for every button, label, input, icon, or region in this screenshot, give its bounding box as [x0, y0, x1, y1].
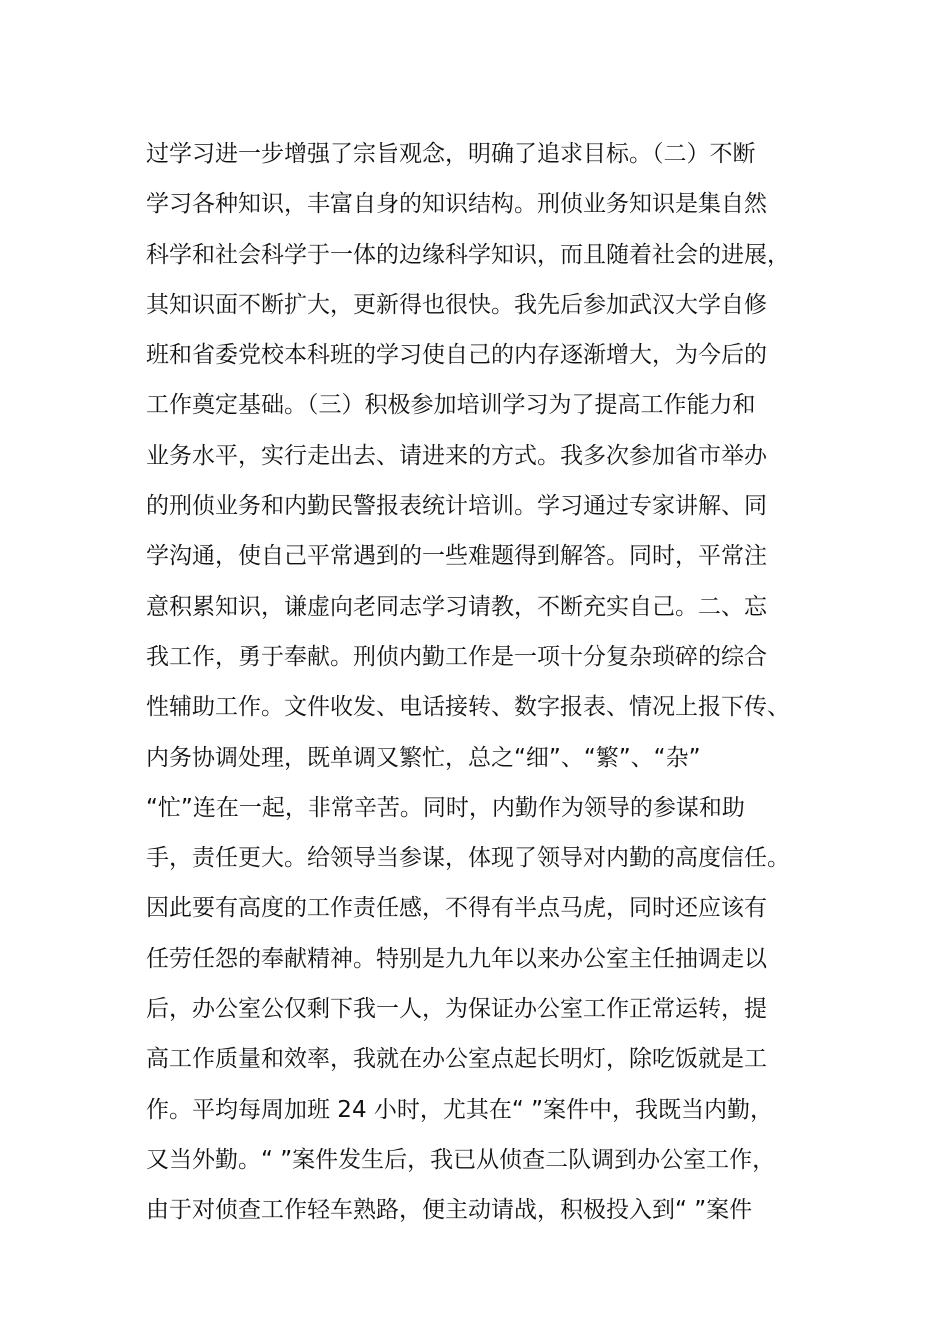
text-line: “忙”连在一起，非常辛苦。同时，内勤作为领导的参谋和助 — [146, 794, 745, 821]
text-line: 我工作，勇于奉献。刑侦内勤工作是一项十分复杂琐碎的综合 — [146, 643, 767, 670]
text-line: 其知识面不断扩大，更新得也很快。我先后参加武汉大学自修 — [146, 291, 767, 318]
text-line: 性辅助工作。文件收发、电话接转、数字报表、情况上报下传、 — [146, 694, 790, 721]
text-line: 学沟通，使自己平常遇到的一些难题得到解答。同时，平常注 — [146, 543, 767, 570]
text-line: 的刑侦业务和内勤民警报表统计培训。学习通过专家讲解、同 — [146, 493, 767, 520]
text-line: 后，办公室公仅剩下我一人，为保证办公室工作正常运转，提 — [146, 996, 767, 1023]
text-line: 手，责任更大。给领导当参谋，体现了领导对内勤的高度信任。 — [146, 845, 790, 872]
text-line: 又当外勤。“ ”案件发生后，我已从侦查二队调到办公室工作， — [146, 1146, 776, 1173]
text-line: 因此要有高度的工作责任感，不得有半点马虎，同时还应该有 — [146, 895, 767, 922]
text-line: 业务水平，实行走出去、请进来的方式。我多次参加省市举办 — [146, 442, 767, 469]
text-line: 科学和社会科学于一体的边缘科学知识，而且随着社会的进展， — [146, 241, 790, 268]
text-line: 作。平均每周加班 24 小时，尤其在“ ”案件中，我既当内勤， — [146, 1096, 774, 1123]
text-line: 学习各种知识，丰富自身的知识结构。刑侦业务知识是集自然 — [146, 191, 767, 218]
text-line: 意积累知识，谦虚向老同志学习请教，不断充实自己。二、忘 — [146, 593, 767, 620]
text-line: 高工作质量和效率，我就在办公室点起长明灯，除吃饭就是工 — [146, 1046, 767, 1073]
text-line: 工作奠定基础。（三）积极参加培训学习为了提高工作能力和 — [146, 392, 756, 419]
text-line: 任劳任怨的奉献精神。特别是九九年以来办公室主任抽调走以 — [146, 945, 767, 972]
text-line: 由于对侦查工作轻车熟路，便主动请战，积极投入到“ ”案件 — [146, 1197, 753, 1224]
text-line: 班和省委党校本科班的学习使自己的内存逐渐增大，为今后的 — [146, 342, 767, 369]
text-line: 过学习进一步增强了宗旨观念，明确了追求目标。（二）不断 — [146, 141, 756, 167]
text-line: 内务协调处理，既单调又繁忙，总之“细”、“繁”、“杂” — [146, 744, 701, 771]
body-text — [146, 129, 826, 1236]
